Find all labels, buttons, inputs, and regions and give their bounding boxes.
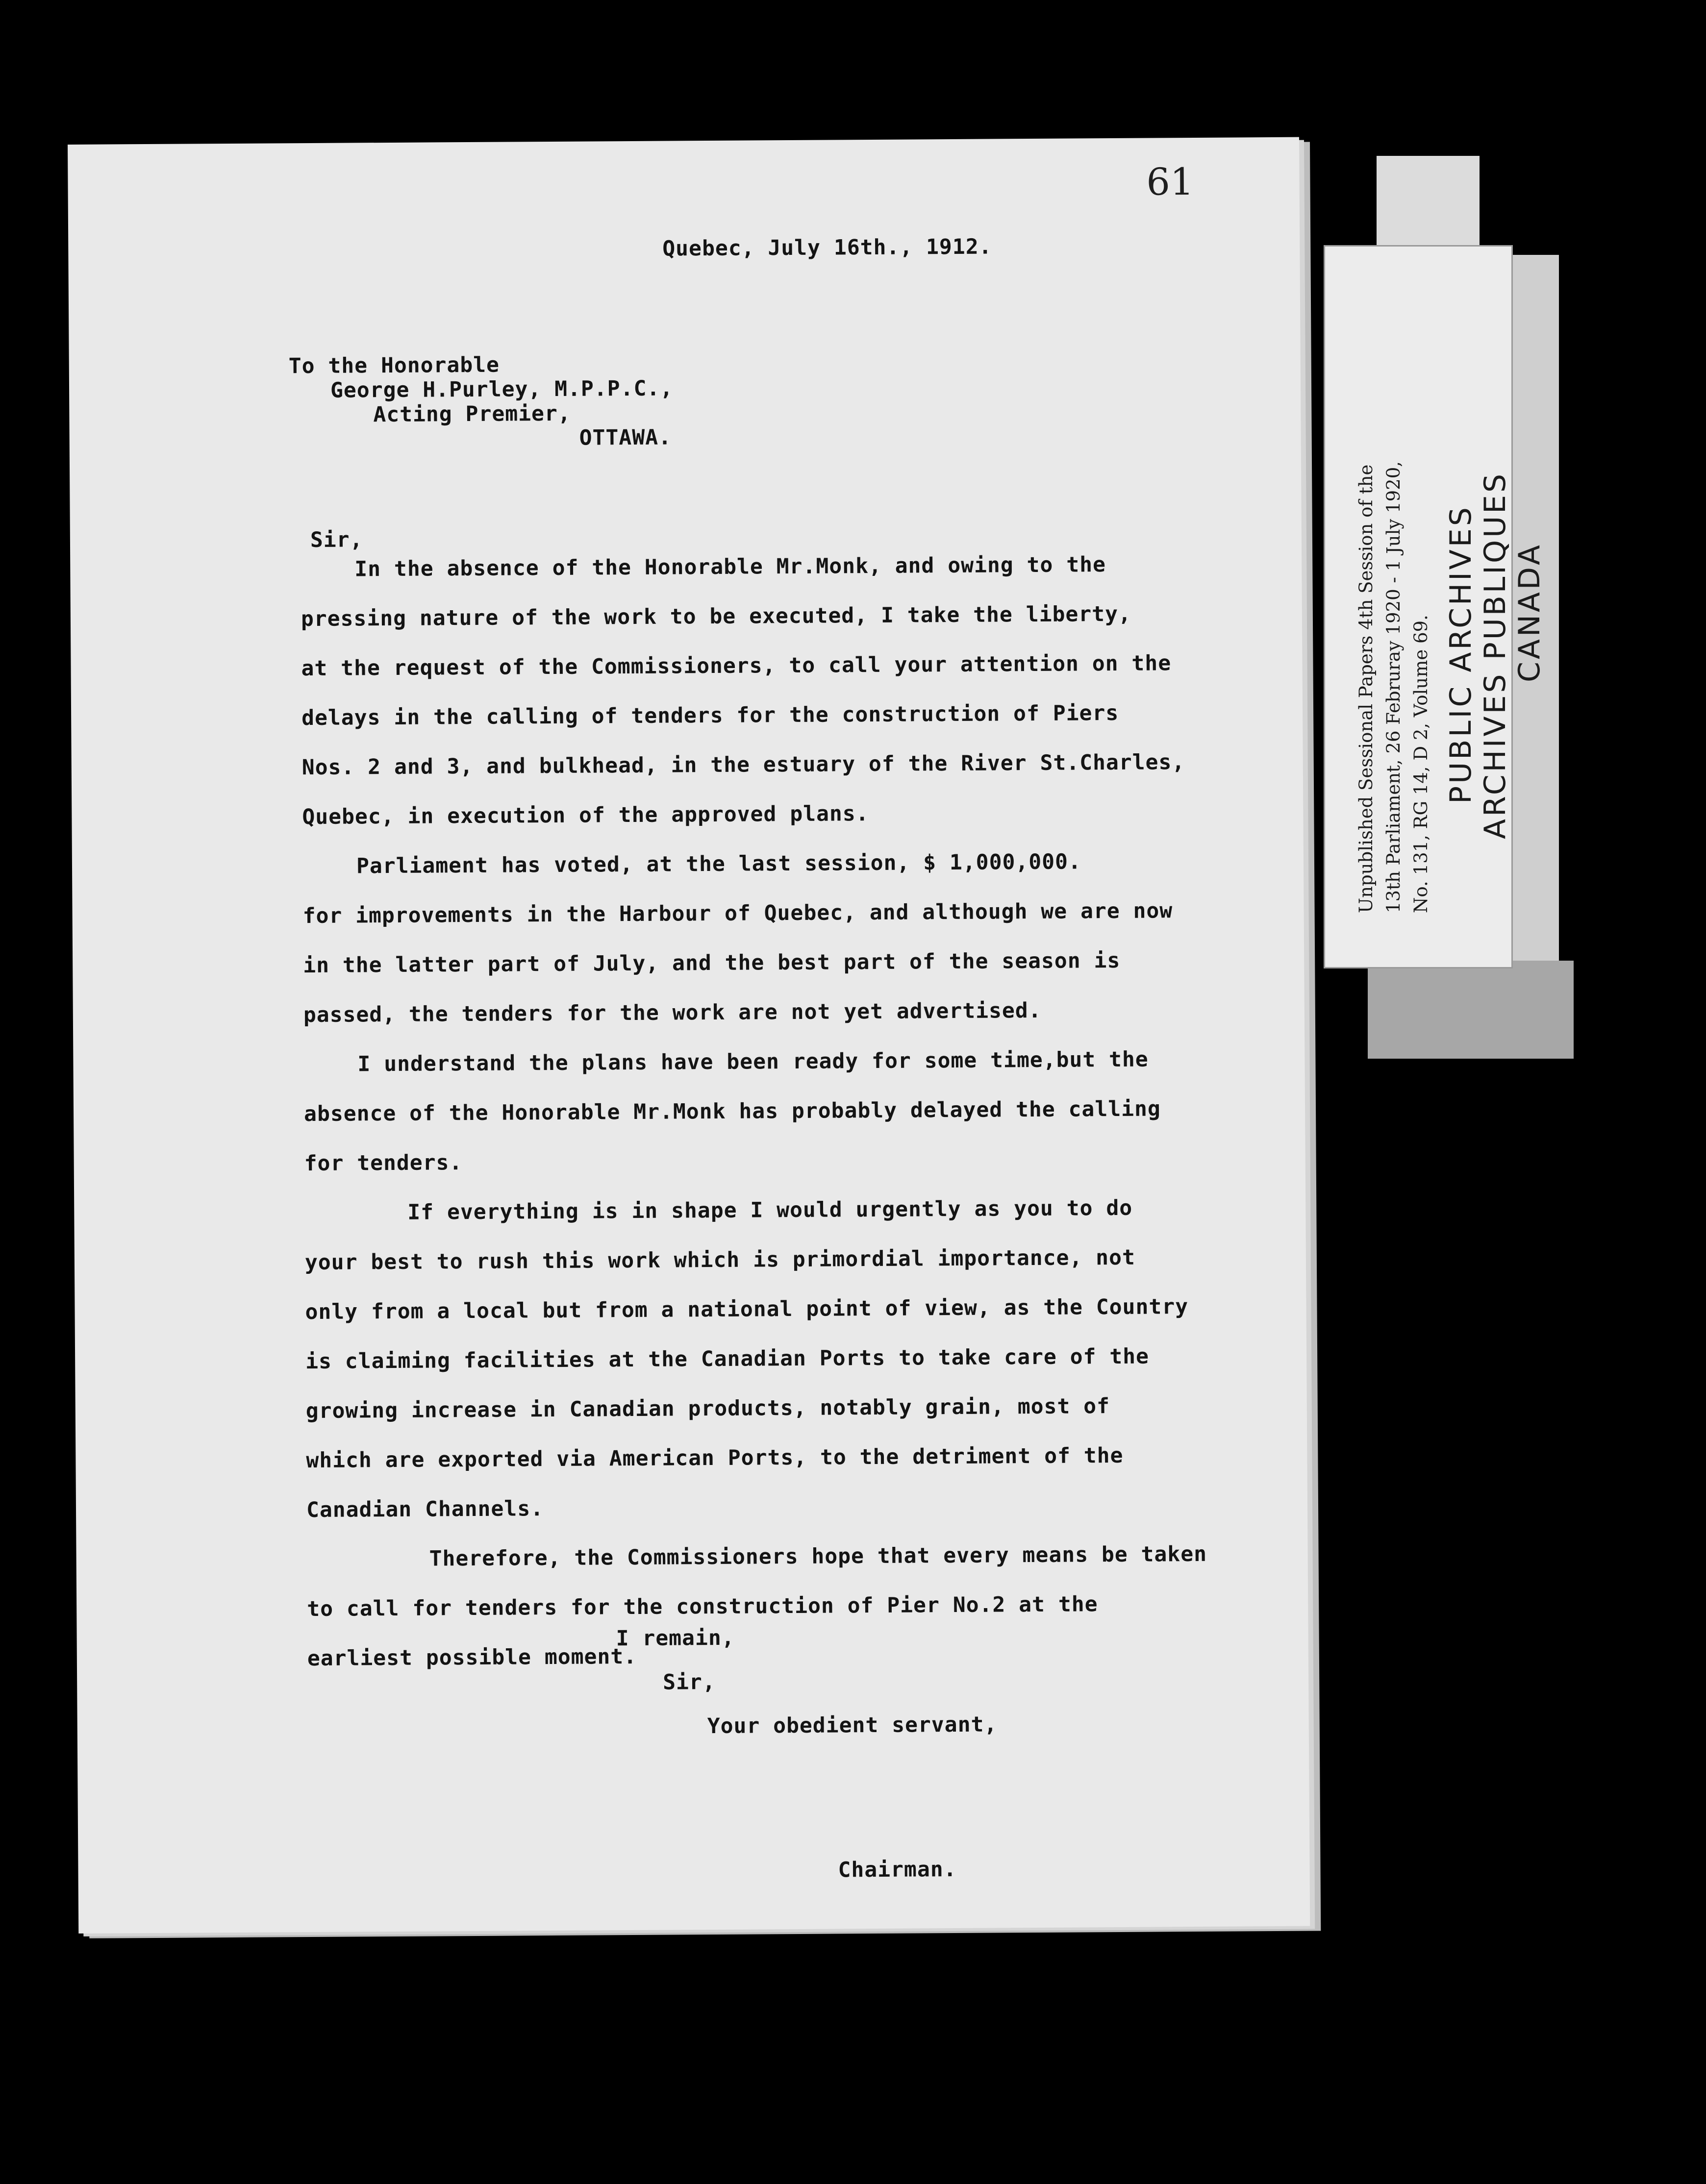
closing-line: I remain,: [616, 1625, 735, 1651]
body-line: In the absence of the Honorable Mr.Monk, and owing to the: [354, 552, 1106, 582]
address-line: To the Honorable: [288, 352, 500, 379]
signature: Chairman.: [838, 1857, 957, 1883]
closing-line: Sir,: [663, 1669, 716, 1695]
body-line: passed, the tenders for the work are not yet advertised.: [303, 998, 1042, 1028]
body-line: I understand the plans have been ready for some time,but the: [357, 1047, 1149, 1077]
body-line: earliest possible moment.: [307, 1644, 637, 1671]
body-line: Nos. 2 and 3, and bulkhead, in the estuary of the River St.Charles,: [301, 750, 1185, 780]
body-line: for improvements in the Harbour of Quebec, and although we are now: [302, 898, 1173, 929]
archive-description-line: No. 131, RG 14, D 2, Volume 69.: [1410, 615, 1431, 913]
letter-date: Quebec, July 16th., 1912.: [662, 234, 992, 261]
salutation: Sir,: [310, 527, 363, 552]
body-line: Therefore, the Commissioners hope that every means be taken: [429, 1541, 1207, 1571]
body-line: Parliament has voted, at the last session, $ 1,000,000.: [356, 849, 1081, 879]
archive-tag-shadow: [1368, 961, 1574, 1059]
body-line: for tenders.: [304, 1150, 463, 1176]
body-line: to call for tenders for the construction of Pier No.2 at the: [307, 1592, 1098, 1622]
body-line: your best to rush this work which is primordial importance, not: [304, 1245, 1136, 1275]
letter-page: [68, 137, 1310, 1934]
body-line: absence of the Honorable Mr.Monk has probably delayed the calling: [303, 1096, 1161, 1127]
address-line: George H.Purley, M.P.P.C.,: [330, 376, 674, 403]
body-line: Canadian Channels.: [306, 1496, 544, 1523]
stamp-line: PUBLIC ARCHIVES: [1444, 505, 1478, 804]
body-line: is claiming facilities at the Canadian Ports to take care of the: [305, 1344, 1150, 1374]
archive-description-line: 13th Parliament, 26 Februray 1920 - 1 July 1920,: [1383, 461, 1404, 913]
body-line: only from a local but from a national point of view, as the Country: [305, 1294, 1189, 1325]
body-line: If everything is in shape I would urgently as you to do: [407, 1195, 1133, 1225]
archive-description-line: Unpublished Sessional Papers 4th Session of the: [1355, 464, 1377, 913]
stamp-line: CANADA: [1512, 542, 1547, 682]
address-line: OTTAWA.: [579, 425, 672, 450]
body-line: pressing nature of the work to be executed, I take the liberty,: [301, 601, 1132, 632]
closing-line: Your obedient servant,: [707, 1712, 998, 1739]
address-line: Acting Premier,: [373, 401, 571, 427]
letter-body: [301, 540, 1208, 1684]
body-line: delays in the calling of tenders for the construction of Piers: [301, 700, 1119, 731]
body-line: growing increase in Canadian products, notably grain, most of: [305, 1394, 1110, 1424]
page-number: 61: [1146, 159, 1194, 204]
body-line: in the latter part of July, and the best part of the season is: [303, 948, 1121, 978]
body-line: which are exported via American Ports, to the detriment of the: [306, 1443, 1124, 1473]
body-line: at the request of the Commissioners, to call your attention on the: [301, 651, 1172, 681]
body-line: Quebec, in execution of the approved plans.: [302, 801, 869, 830]
stamp-line: ARCHIVES PUBLIQUES: [1478, 471, 1512, 839]
